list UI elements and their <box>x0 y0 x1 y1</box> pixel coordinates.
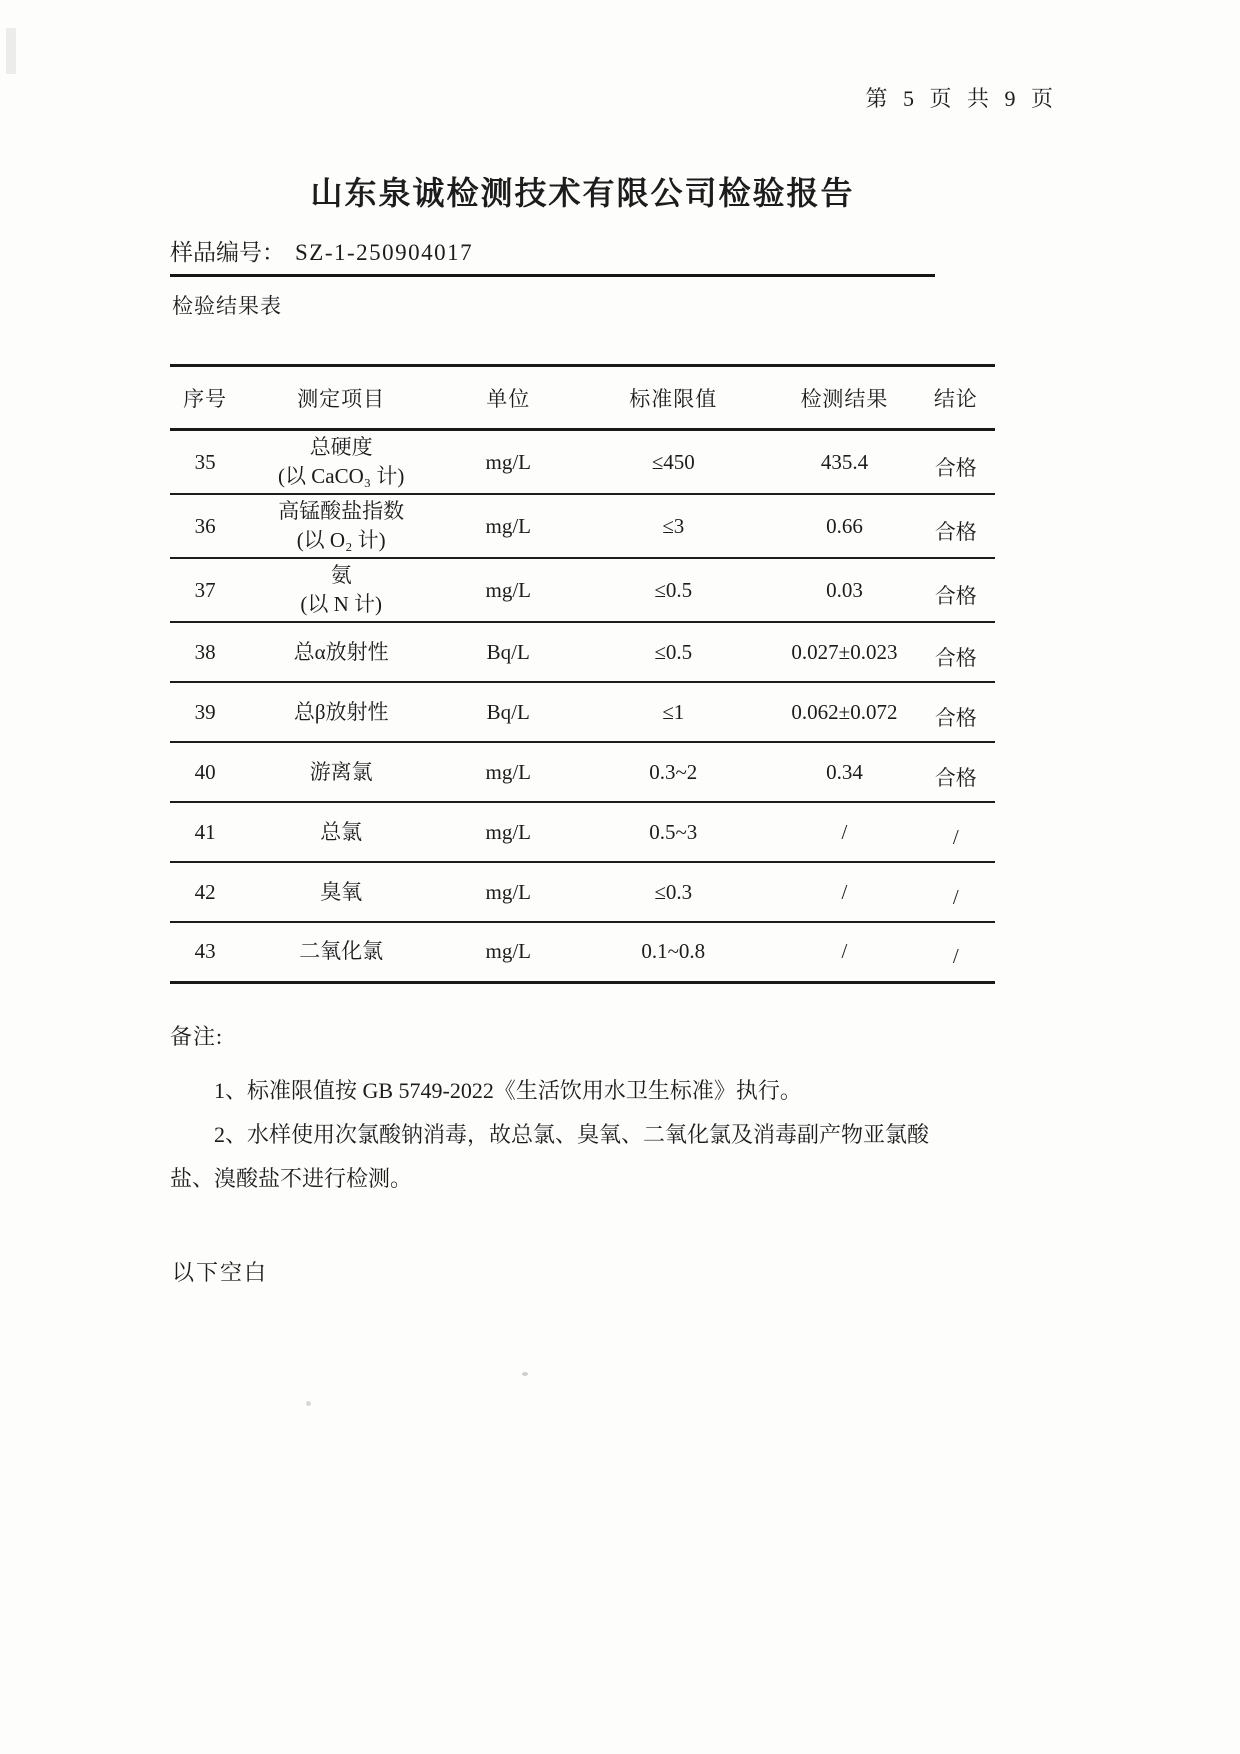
cell-item <box>240 558 442 622</box>
col-header-item: 测定项目 <box>240 366 442 430</box>
blank-below-text: 以下空白 <box>172 1260 269 1285</box>
cell-item <box>240 742 442 802</box>
cell-unit: mg/L <box>442 862 574 922</box>
cell-unit: mg/L <box>442 494 574 558</box>
col-header-conclusion: 结论 <box>917 366 995 430</box>
cell-limit: 0.3~2 <box>574 742 772 802</box>
cell-unit: mg/L <box>442 558 574 622</box>
cell-result: / <box>772 802 916 862</box>
cell-conclusion: 合格 <box>917 622 995 682</box>
cell-item <box>240 494 442 558</box>
cell-result: 0.34 <box>772 742 916 802</box>
cell-conclusion: / <box>917 922 995 982</box>
results-table-caption: 检验结果表 <box>172 294 282 318</box>
cell-no: 43 <box>170 922 240 982</box>
cell-unit: mg/L <box>442 802 574 862</box>
cell-item <box>240 922 442 982</box>
table-row <box>170 802 995 862</box>
cell-result: 435.4 <box>772 430 916 495</box>
table-row <box>170 682 995 742</box>
cell-no: 40 <box>170 742 240 802</box>
cell-conclusion: 合格 <box>917 558 995 622</box>
item-name: 臭氧 <box>320 879 363 904</box>
cell-unit: mg/L <box>442 430 574 495</box>
table-row <box>170 558 995 622</box>
cell-item <box>240 430 442 495</box>
cell-conclusion: 合格 <box>917 430 995 495</box>
item-name: 总氯 <box>320 819 363 844</box>
scan-edge-artifact <box>6 28 16 74</box>
cell-limit: ≤1 <box>574 682 772 742</box>
table-row <box>170 622 995 682</box>
cell-no: 42 <box>170 862 240 922</box>
cell-item <box>240 802 442 862</box>
table-row <box>170 742 995 802</box>
cell-no: 36 <box>170 494 240 558</box>
cell-item <box>240 682 442 742</box>
scan-speck <box>522 1372 528 1376</box>
cell-unit: Bq/L <box>442 682 574 742</box>
cell-limit: ≤450 <box>574 430 772 495</box>
col-header-result: 检测结果 <box>772 366 916 430</box>
note-item-1: 1、标准限值按 GB 5749-2022《生活饮用水卫生标准》执行。 <box>214 1078 802 1103</box>
cell-conclusion: 合格 <box>917 742 995 802</box>
sample-number-label: 样品编号： <box>170 240 285 265</box>
item-name: 总β放射性 <box>293 699 389 724</box>
notes-label: 备注: <box>170 1024 224 1049</box>
item-name: 氨 <box>330 563 352 587</box>
table-row <box>170 430 995 495</box>
notes-section <box>170 1020 960 1201</box>
cell-limit: ≤0.3 <box>574 862 772 922</box>
cell-unit: Bq/L <box>442 622 574 682</box>
cell-limit: ≤3 <box>574 494 772 558</box>
cell-limit: 0.1~0.8 <box>574 922 772 982</box>
table-header-row <box>170 366 995 430</box>
table-row <box>170 862 995 922</box>
item-name: 游离氯 <box>309 759 373 784</box>
cell-limit: ≤0.5 <box>574 622 772 682</box>
cell-unit: mg/L <box>442 742 574 802</box>
cell-no: 35 <box>170 430 240 495</box>
cell-result: 0.062±0.072 <box>772 682 916 742</box>
cell-unit: mg/L <box>442 922 574 982</box>
cell-no: 39 <box>170 682 240 742</box>
page-number: 第 5 页 共 9 页 <box>865 86 1058 111</box>
cell-result: 0.03 <box>772 558 916 622</box>
note-item-2: 2、水样使用次氯酸钠消毒，故总氯、臭氧、二氧化氯及消毒副产物亚氯酸盐、溴酸盐不进行检测。 <box>170 1122 930 1191</box>
cell-limit: 0.5~3 <box>574 802 772 862</box>
results-table <box>170 364 995 984</box>
cell-result: 0.66 <box>772 494 916 558</box>
item-basis: (以 N 计) <box>300 592 383 616</box>
sample-number-line <box>170 234 935 277</box>
report-title: 山东泉诚检测技术有限公司检验报告 <box>310 175 855 211</box>
cell-no: 37 <box>170 558 240 622</box>
cell-limit: ≤0.5 <box>574 558 772 622</box>
cell-conclusion: 合格 <box>917 494 995 558</box>
table-row <box>170 494 995 558</box>
cell-conclusion: 合格 <box>917 682 995 742</box>
cell-item <box>240 862 442 922</box>
cell-conclusion: / <box>917 802 995 862</box>
item-name: 高锰酸盐指数 <box>278 499 405 523</box>
col-header-no: 序号 <box>170 366 240 430</box>
cell-result: 0.027±0.023 <box>772 622 916 682</box>
item-basis: (以 O₂ 计) <box>296 528 386 552</box>
sample-number-value: SZ-1-250904017 <box>295 240 474 265</box>
cell-conclusion: / <box>917 862 995 922</box>
scan-speck <box>306 1401 311 1406</box>
cell-result: / <box>772 862 916 922</box>
col-header-limit: 标准限值 <box>574 366 772 430</box>
item-name: 总α放射性 <box>293 639 389 664</box>
cell-item <box>240 622 442 682</box>
cell-no: 38 <box>170 622 240 682</box>
item-basis: (以 CaCO₃ 计) <box>278 464 405 488</box>
table-row <box>170 922 995 982</box>
item-name: 总硬度 <box>309 435 373 459</box>
cell-result: / <box>772 922 916 982</box>
col-header-unit: 单位 <box>442 366 574 430</box>
item-name: 二氧化氯 <box>299 939 384 964</box>
cell-no: 41 <box>170 802 240 862</box>
